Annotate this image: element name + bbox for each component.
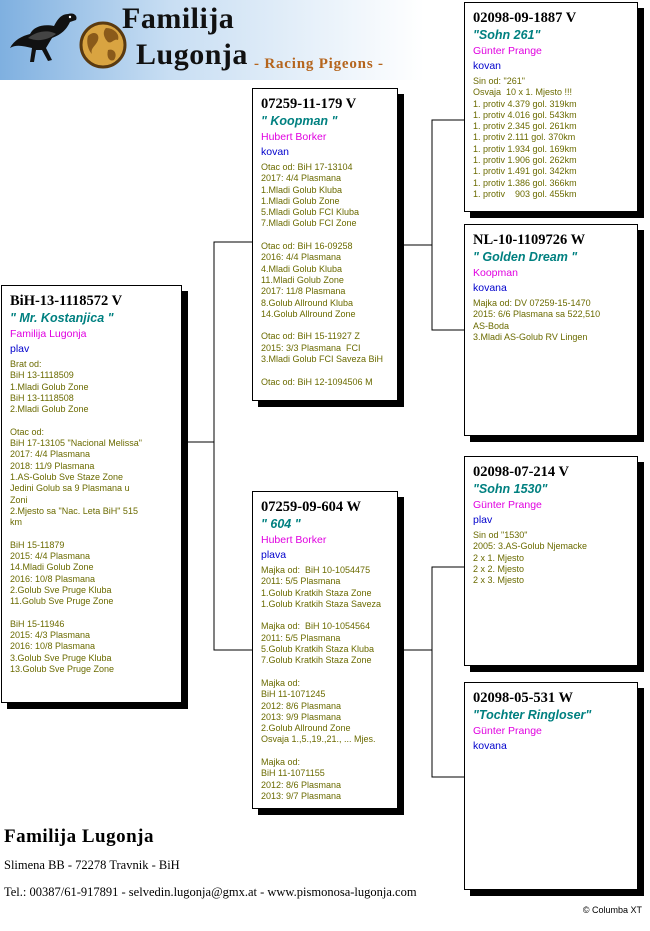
note-line: Majka od: (261, 757, 301, 768)
note-line: 2017: 11/8 Plasmana (261, 286, 346, 297)
note-line: 2.Golub Sve Pruge Kluba (10, 584, 112, 595)
note-line: Osvaja 10 x 1. Mjesto !!! (473, 87, 573, 98)
note-line: 1. protiv 2.111 gol. 370km (473, 132, 576, 143)
note-line: 2011: 5/5 Plasmana (261, 576, 341, 587)
note-line: 2005: 3.AS-Golub Njemacke (473, 541, 588, 552)
note-line: 11.Golub Sve Pruge Zone (10, 596, 114, 607)
ring-number: 02098-09-1887 V (473, 10, 577, 26)
note-line (10, 415, 175, 426)
note-line: 1.AS-Golub Sve Staze Zone (10, 471, 124, 482)
performance-notes (473, 530, 631, 586)
pedigree-card-dam-dam[interactable] (464, 682, 638, 890)
note-line: 1.Golub Kratkih Staza Saveza (261, 598, 382, 609)
ring-number: 07259-09-604 W (261, 499, 362, 515)
breeder-name: Günter Prange (473, 45, 542, 57)
bird-name: " 604 " (261, 517, 301, 531)
note-line: 1. protiv 1.491 gol. 342km (473, 166, 577, 177)
pedigree-card-sire-sire[interactable] (464, 2, 638, 212)
ring-number: BiH-13-1118572 V (10, 293, 123, 309)
performance-notes (473, 298, 631, 343)
note-line: 1.Golub Kratkih Staza Zone (261, 587, 372, 598)
note-line: 1. protiv 4.379 gol. 319km (473, 98, 577, 109)
note-line: 1.Mladi Golub Zone (10, 381, 89, 392)
breeder-name: Koopman (473, 267, 518, 279)
note-line: 2 x 1. Mjesto (473, 552, 525, 563)
note-line (261, 746, 391, 757)
note-line: 1. protiv 1.906 gol. 262km (473, 155, 577, 166)
note-line (10, 608, 175, 619)
note-line: 5.Golub Kratkih Staza Kluba (261, 644, 375, 655)
note-line: 2 x 2. Mjesto (473, 563, 525, 574)
note-line (10, 528, 175, 539)
note-line: Brat od: (10, 359, 42, 369)
bird-color: plava (261, 549, 287, 561)
note-line: 2.Mladi Golub Zone (10, 404, 89, 415)
ring-number: 07259-11-179 V (261, 96, 357, 112)
note-line: 2015: 3/3 Plasmana FCI (261, 342, 361, 353)
note-line: Majka od: DV 07259-15-1470 (473, 298, 591, 308)
note-line: Zoni (10, 494, 28, 505)
breeder-name: Hubert Borker (261, 534, 327, 546)
bird-color: kovana (473, 282, 507, 294)
bird-color: kovan (261, 146, 290, 158)
note-line: Majka od: (261, 677, 301, 688)
ring-number: NL-10-1109726 W (473, 232, 586, 248)
pedigree-card-main[interactable] (1, 285, 182, 703)
note-line: BiH 15-11879 (10, 539, 65, 550)
pedigree-card-sire[interactable] (252, 88, 398, 401)
note-line: BiH 15-11946 (10, 618, 65, 629)
note-line: 2 x 3. Mjesto (473, 575, 525, 586)
footer-copyright: © Columba XT (582, 905, 642, 915)
footer-owner-name: Familija Lugonja (4, 826, 154, 847)
note-line: 2012: 8/6 Plasmana (261, 779, 342, 790)
note-line: Jedini Golub sa 9 Plasmana u (10, 483, 130, 494)
logo-title-line1: Familija (122, 2, 235, 35)
note-line: 1. protiv 1.386 gol. 366km (473, 177, 577, 188)
note-line: 5.Mladi Golub FCI Kluba (261, 207, 360, 218)
performance-notes (473, 76, 631, 200)
note-line: 13.Golub Sve Pruge Zone (10, 664, 115, 675)
bird-name: "Sohn 1530" (473, 482, 548, 496)
note-line: 2.Golub Allround Zone (261, 723, 351, 734)
note-line: 14.Golub Allround Zone (261, 308, 356, 319)
note-line: BiH 11-1071155 (261, 768, 325, 779)
note-line: Osvaja 1.,5.,19.,21., ... Mjes. (261, 734, 376, 745)
performance-notes (261, 162, 391, 388)
bird-name: "Sohn 261" (473, 28, 541, 42)
note-line: Otac od: BiH 15-11927 Z (261, 331, 360, 342)
note-line: 2016: 4/4 Plasmana (261, 252, 342, 263)
bird-color: plav (473, 514, 493, 526)
footer-contact: Tel.: 00387/61-917891 - selvedin.lugonja@gmx.at - www.pismonosa-lugonja.com (4, 885, 417, 899)
note-line: Otac od: BiH 12-1094506 M (261, 376, 373, 387)
note-line: BiH 13-1118508 (10, 392, 74, 403)
note-line: 14.Mladi Golub Zone (10, 562, 94, 573)
note-line: 8.Golub Allround Kluba (261, 297, 354, 308)
note-line: Otac od: BiH 17-13104 (261, 162, 353, 172)
bird-color: plav (10, 343, 30, 355)
note-line: km (10, 517, 22, 528)
pedigree-card-sire-dam[interactable] (464, 224, 638, 436)
breeder-name: Familija Lugonja (10, 328, 87, 340)
note-line: Otac od: BiH 16-09258 (261, 241, 353, 252)
note-line: 1.Mladi Golub Kluba (261, 184, 343, 195)
bird-name: "Tochter Ringloser" (473, 708, 592, 722)
note-line: AS-Boda (473, 320, 510, 331)
note-line: 2011: 5/5 Plasmana (261, 632, 341, 643)
note-line: 2013: 9/9 Plasmana (261, 711, 342, 722)
performance-notes (261, 565, 391, 802)
note-line: 1. protiv 903 gol. 455km (473, 188, 577, 199)
note-line: BiH 11-1071245 (261, 689, 326, 700)
performance-notes (10, 359, 175, 675)
note-line: 2016: 10/8 Plasmana (10, 573, 96, 584)
note-line: 3.Mladi AS-Golub RV Lingen (473, 331, 588, 342)
breeder-name: Hubert Borker (261, 131, 327, 143)
bird-name: " Mr. Kostanjica " (10, 311, 114, 325)
note-line: BiH 13-1118509 (10, 370, 74, 381)
note-line: 11.Mladi Golub Zone (261, 274, 344, 285)
logo-title-line2: Lugonja (136, 38, 248, 71)
note-line: Majka od: BiH 10-1054475 (261, 565, 371, 575)
note-line: 1. protiv 4.016 gol. 543km (473, 109, 577, 120)
note-line: Sin od "1530" (473, 530, 528, 540)
note-line: BiH 17-13105 "Nacional Melissa" (10, 438, 142, 449)
note-line: 1. protiv 2.345 gol. 261km (473, 121, 577, 132)
note-line: Otac od: (10, 426, 45, 437)
ring-number: 02098-05-531 W (473, 690, 574, 706)
note-line: 1.Mladi Golub Zone (261, 195, 340, 206)
note-line: 7.Golub Kratkih Staza Zone (261, 655, 372, 666)
bird-name: " Koopman " (261, 114, 338, 128)
note-line: 3.Golub Sve Pruge Kluba (10, 652, 112, 663)
note-line: 2015: 6/6 Plasmana sa 522,510 (473, 309, 601, 320)
pedigree-card-dam-sire[interactable] (464, 456, 638, 666)
note-line: 2017: 4/4 Plasmana (261, 173, 342, 184)
logo-tagline: - Racing Pigeons - (254, 56, 384, 72)
note-line: 4.Mladi Golub Kluba (261, 263, 343, 274)
bird-color: kovana (473, 740, 507, 752)
footer-address: Slimena BB - 72278 Travnik - BiH (4, 858, 180, 872)
note-line: 1. protiv 1.934 gol. 169km (473, 143, 577, 154)
ring-number: 02098-07-214 V (473, 464, 569, 480)
note-line (261, 365, 391, 376)
note-line (261, 667, 391, 678)
note-line: Majka od: BiH 10-1054564 (261, 621, 371, 632)
note-line: 3.Mladi Golub FCI Saveza BiH (261, 354, 384, 365)
bird-color: kovan (473, 60, 502, 72)
note-line (261, 320, 391, 331)
note-line: 2017: 4/4 Plasmana (10, 449, 91, 460)
note-line: 7.Mladi Golub FCI Zone (261, 218, 357, 229)
pedigree-card-dam[interactable] (252, 491, 398, 809)
breeder-name: Günter Prange (473, 499, 542, 511)
note-line: 2018: 11/9 Plasmana (10, 460, 95, 471)
note-line (261, 230, 391, 241)
note-line: 2015: 4/3 Plasmana (10, 630, 91, 641)
breeder-name: Günter Prange (473, 725, 542, 737)
note-line (261, 610, 391, 621)
bird-name: " Golden Dream " (473, 250, 578, 264)
note-line: 2016: 10/8 Plasmana (10, 641, 96, 652)
note-line: Sin od: "261" (473, 76, 525, 86)
note-line: 2.Mjesto sa "Nac. Leta BiH" 515 (10, 505, 138, 516)
note-line: 2015: 4/4 Plasmana (10, 551, 91, 562)
note-line: 2012: 8/6 Plasmana (261, 700, 342, 711)
note-line: 2013: 9/7 Plasmana (261, 790, 342, 801)
